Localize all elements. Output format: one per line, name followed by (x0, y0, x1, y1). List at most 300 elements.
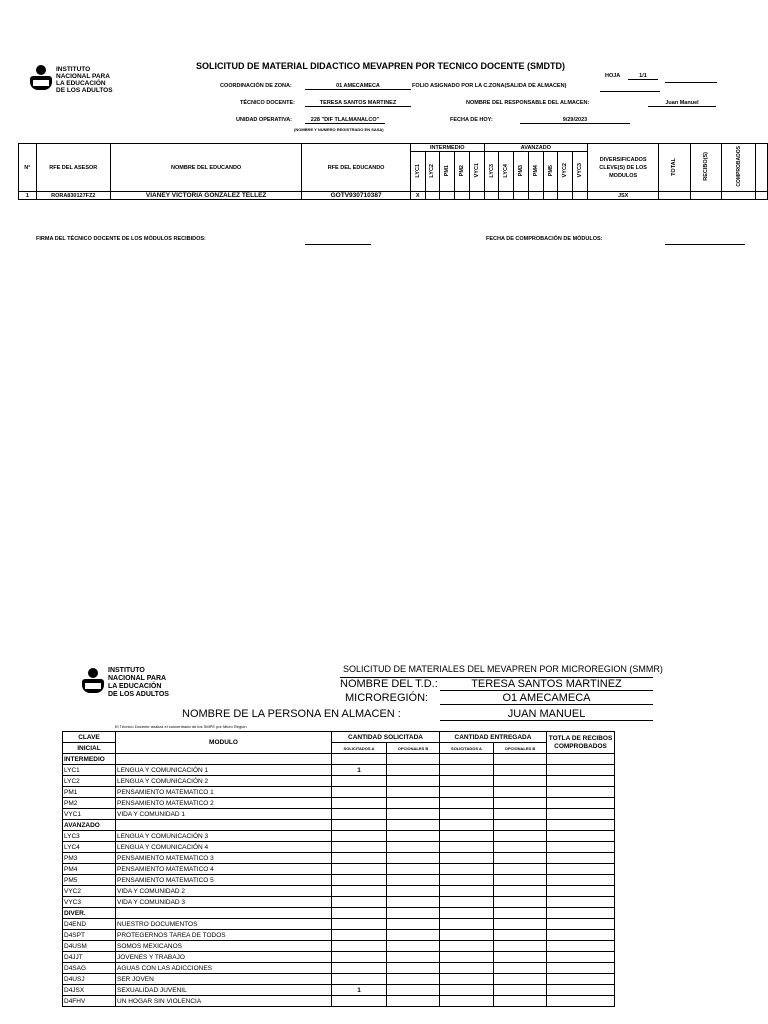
row-cell (547, 985, 615, 996)
almacen-label: NOMBRE DE LA PERSONA EN ALMACEN : (182, 708, 401, 720)
row-clave: D4USJ (63, 974, 116, 985)
header-rfe-educando: RFE DEL EDUCANDO (302, 144, 410, 192)
logo-line: INSTITUTO (56, 66, 91, 73)
row-cell (494, 842, 547, 853)
col-label: LYC3 (488, 163, 495, 178)
header-total: TOTAL (671, 157, 678, 176)
row-solicitados (332, 875, 387, 886)
row-cell (387, 886, 440, 897)
row-solicitados (332, 963, 387, 974)
row-modulo: LENGUA Y COMUNICACIÓN 2 (116, 776, 332, 787)
row-cell (690, 192, 721, 200)
row-cell (528, 192, 543, 200)
row-cell (547, 765, 615, 776)
row-cell (440, 842, 494, 853)
header-entregada: CANTIDAD ENTREGADA (440, 732, 547, 743)
row-cell (387, 974, 440, 985)
table-row (63, 941, 647, 952)
row-clave: D4SPT (63, 930, 116, 941)
row-cell (387, 853, 440, 864)
row-solicitados (332, 974, 387, 985)
col-label: PM4 (532, 164, 539, 177)
row-cell (387, 941, 440, 952)
table-row (63, 842, 647, 853)
row-cell (573, 192, 588, 200)
table-row (63, 853, 647, 864)
row-cell (469, 192, 484, 200)
col-label: VYC2 (562, 163, 569, 178)
row-num: 1 (19, 192, 37, 200)
fecha-label: FECHA DE HOY: (450, 117, 493, 123)
table-row (63, 974, 647, 985)
row-cell (494, 886, 547, 897)
row-modulo: LENGUA Y COMUNICACIÓN 1 (116, 765, 332, 776)
row-cell (558, 192, 573, 200)
row-cell (547, 809, 615, 820)
row-solicitados: 1 (332, 765, 387, 776)
col-label: PM5 (547, 164, 554, 177)
unidad-label: UNIDAD OPERATIVA: (236, 117, 293, 123)
logo-line: INSTITUTO (108, 667, 145, 674)
row-cell (547, 952, 615, 963)
table-row (63, 985, 647, 996)
row-clave: LYC3 (63, 831, 116, 842)
row-modulo: AGUAS CON LAS ADICCIONES (116, 963, 332, 974)
row-cell (494, 875, 547, 886)
inea-emblem-icon (82, 668, 104, 698)
table-row (63, 919, 647, 930)
folio-label: FOLIO ASIGNADO POR LA C.ZONA(SALIDA DE ALMACEN) (412, 83, 567, 89)
row-modulo: PENSAMIENTO MATEMATICO 1 (116, 787, 332, 798)
row-cell (659, 192, 690, 200)
section-cell (547, 908, 615, 919)
row-solicitados (332, 787, 387, 798)
row-clave: VYC1 (63, 809, 116, 820)
header-sol-a-2: SOLICITADOS A (440, 743, 494, 754)
header-modulo: MODULO (116, 732, 332, 754)
row-cell (494, 963, 547, 974)
row-cell (494, 985, 547, 996)
row-cell (425, 192, 440, 200)
col-lyc2 (425, 152, 440, 192)
row-solicitados (332, 809, 387, 820)
row-cell (440, 952, 494, 963)
col-pm1 (440, 152, 455, 192)
row-cell (387, 897, 440, 908)
section-row (63, 908, 647, 919)
header-total-cell (659, 144, 690, 192)
row-cell (387, 996, 440, 1007)
row-cell (440, 985, 494, 996)
header-recibos-cell (690, 144, 721, 192)
row-cell (387, 963, 440, 974)
row-cell (494, 952, 547, 963)
table-row (19, 192, 768, 200)
row-cell (494, 930, 547, 941)
unidad-note: (NOMBRE Y NUMERO REGISTRADO EN SASA) (294, 127, 384, 132)
row-modulo: UN HOGAR SIN VIOLENCIA (116, 996, 332, 1007)
row-clave: PM3 (63, 853, 116, 864)
row-modulo: VIDA Y COMUNIDAD 2 (116, 886, 332, 897)
col-label: PM3 (518, 164, 525, 177)
row-cell (440, 930, 494, 941)
row-solicitados: 1 (332, 985, 387, 996)
col-vyc1 (469, 152, 484, 192)
table-row (63, 886, 647, 897)
header-empty (756, 144, 768, 192)
micro-value: O1 AMECAMECA (440, 692, 653, 705)
row-clave: VYC3 (63, 897, 116, 908)
row-cell (494, 974, 547, 985)
hoja-label: HOJA (605, 73, 621, 79)
row-cell (387, 831, 440, 842)
row-solicitados (332, 776, 387, 787)
row-clave: LYC4 (63, 842, 116, 853)
row-cell (494, 864, 547, 875)
row-cell (387, 919, 440, 930)
row-cell (387, 985, 440, 996)
row-cell (440, 192, 455, 200)
section-name: AVANZADO (63, 820, 116, 831)
row-cell (721, 192, 755, 200)
tecnico-label: TÉCNICO DOCENTE: (240, 100, 295, 106)
col-label: VYC3 (577, 163, 584, 178)
row-cell (440, 875, 494, 886)
section-cell (332, 754, 387, 765)
col-label: LYC4 (503, 163, 510, 178)
students-table (18, 143, 768, 200)
section-cell (116, 820, 332, 831)
row-clave: PM1 (63, 787, 116, 798)
row-modulo: PENSAMIENTO MATEMATICO 5 (116, 875, 332, 886)
table-row (63, 765, 647, 776)
row-cell (494, 798, 547, 809)
micro-label: MICROREGIÓN: (345, 692, 429, 704)
header-inicial: INICIAL (63, 743, 116, 754)
row-rfe-asesor: RORA830127FZ2 (36, 192, 110, 200)
row-cell (494, 831, 547, 842)
row-modulo: SOMOS MEXICANOS (116, 941, 332, 952)
logo-line: DE LOS ADULTOS (108, 691, 169, 698)
col-label: PM1 (444, 164, 451, 177)
inea-logo (30, 65, 113, 95)
modules-table (62, 731, 647, 1007)
row-cell (440, 853, 494, 864)
section-cell (332, 908, 387, 919)
row-solicitados (332, 919, 387, 930)
fecha-comp-label: FECHA DE COMPROBACIÓN DE MÓDULOS: (486, 236, 603, 242)
row-cell (547, 787, 615, 798)
row-cell (440, 765, 494, 776)
header-num: N° (19, 144, 37, 192)
col-lyc3 (484, 152, 499, 192)
row-modulo: VIDA Y COMUNIDAD 1 (116, 809, 332, 820)
section-cell (494, 820, 547, 831)
row-cell (494, 776, 547, 787)
header-total-recibos: TOTLA DE RECIBOS COMPROBADOS (547, 732, 615, 754)
section-name: INTERMEDIO (63, 754, 116, 765)
row-cell (494, 809, 547, 820)
section-cell (332, 820, 387, 831)
row-cell (547, 996, 615, 1007)
inea-logo-2 (82, 667, 169, 699)
firma-line (305, 244, 371, 245)
row-modulo: SEXUALIDAD JUVENIL (116, 985, 332, 996)
row-cell (499, 192, 514, 200)
almacen-value: JUAN MANUEL (440, 708, 653, 721)
header-comprobados-cell (721, 144, 755, 192)
row-modulo: PENSAMIENTO MATEMATICO 4 (116, 864, 332, 875)
row-rfe-educando: GOTV930710387 (302, 192, 410, 200)
row-cell (543, 192, 558, 200)
row-cell (494, 941, 547, 952)
row-modulo: LENGUA Y COMUNICACIÓN 3 (116, 831, 332, 842)
row-modulo: LENGUA Y COMUNICACIÓN 4 (116, 842, 332, 853)
row-cell (547, 919, 615, 930)
row-cell (494, 853, 547, 864)
sheet2-note: El Técnico Docente analizá el concentrado de los SMPE por Micro Region (115, 724, 247, 729)
row-solicitados (332, 952, 387, 963)
col-pm5 (543, 152, 558, 192)
section-cell (440, 908, 494, 919)
table-row (63, 952, 647, 963)
header-opc-b-2: OPCIONALES B (494, 743, 547, 754)
row-clave: D4SAG (63, 963, 116, 974)
responsable-value: Juan Manuel (648, 100, 716, 107)
table-row (63, 787, 647, 798)
header-sol-a: SOLICITADOS A (332, 743, 387, 754)
row-div: JSX (587, 192, 658, 200)
row-solicitados (332, 996, 387, 1007)
coord-value: 01 AMECAMECA (305, 83, 411, 90)
row-cell (387, 952, 440, 963)
col-lyc4 (499, 152, 514, 192)
row-clave: PM4 (63, 864, 116, 875)
row-cell (514, 192, 529, 200)
row-solicitados (332, 853, 387, 864)
row-cell (440, 809, 494, 820)
table-row (63, 897, 647, 908)
row-cell (547, 842, 615, 853)
row-cell (387, 930, 440, 941)
row-cell (547, 963, 615, 974)
row-modulo: VIDA Y COMUNIDAD 3 (116, 897, 332, 908)
row-cell (494, 765, 547, 776)
header-comprobados: COMPROBADOS (735, 146, 742, 187)
section-cell (387, 754, 440, 765)
row-modulo: PENSAMIENTO MATEMATICO 3 (116, 853, 332, 864)
row-cell (440, 963, 494, 974)
col-pm3 (514, 152, 529, 192)
row-solicitados (332, 798, 387, 809)
row-cell (484, 192, 499, 200)
folio-line (600, 91, 660, 92)
row-cell (440, 864, 494, 875)
logo-line: NACIONAL PARA (56, 73, 110, 80)
logo-text (56, 66, 113, 94)
row-clave: LYC1 (63, 765, 116, 776)
spacer (615, 732, 647, 754)
hoja-value: 1/1 (628, 73, 658, 80)
table-row (63, 776, 647, 787)
row-cell (440, 974, 494, 985)
row-cell (387, 765, 440, 776)
table-row (63, 875, 647, 886)
row-solicitados (332, 864, 387, 875)
firma-label: FIRMA DEL TÉCNICO DOCENTE DE LOS MÓDULOS RECIBIDOS: (36, 236, 206, 242)
row-cell (387, 875, 440, 886)
row-solicitados (332, 930, 387, 941)
row-cell (440, 996, 494, 1007)
col-label: PM2 (458, 164, 465, 177)
row-cell (547, 798, 615, 809)
inea-emblem-icon (30, 65, 52, 95)
row-cell (440, 886, 494, 897)
unidad-value: 228 "DIF TLALMANALCO" (305, 117, 385, 124)
header-recibos: RECIBO(S) (702, 152, 709, 181)
row-cell (494, 996, 547, 1007)
row-cell (440, 919, 494, 930)
row-clave: D4JSX (63, 985, 116, 996)
table-row (63, 809, 647, 820)
row-clave: D4JJT (63, 952, 116, 963)
table-row (63, 798, 647, 809)
section-cell (547, 820, 615, 831)
row-solicitados (332, 842, 387, 853)
row-cell (440, 787, 494, 798)
row-cell (547, 897, 615, 908)
modules-body (63, 754, 647, 1007)
fecha-value: 9/29/2023 (520, 117, 630, 124)
coord-label: COORDINACIÓN DE ZONA: (220, 83, 292, 89)
row-cell (387, 787, 440, 798)
section-cell (494, 754, 547, 765)
col-vyc2 (558, 152, 573, 192)
header-diversificados: DIVERSIFICADOS CLEVE(S) DE LOS MODULOS (587, 144, 658, 192)
row-cell (547, 853, 615, 864)
row-modulo: SER JOVEN (116, 974, 332, 985)
section-row (63, 754, 647, 765)
responsable-label: NOMBRE DEL RESPONSABLE DEL ALMACEN: (466, 100, 590, 106)
row-cell (387, 798, 440, 809)
form-title-2: SOLICITUD DE MATERIALES DEL MEVAPREN POR MICROREGION (SMMR) (343, 664, 663, 674)
row-modulo: PROTEGERNOS TAREA DE TODOS (116, 930, 332, 941)
row-modulo: PENSAMIENTO MATEMATICO 2 (116, 798, 332, 809)
row-solicitados (332, 886, 387, 897)
row-lyc1: X (410, 192, 425, 200)
col-vyc3 (573, 152, 588, 192)
table-row (63, 963, 647, 974)
section-cell (494, 908, 547, 919)
logo-line: DE LOS ADULTOS (56, 87, 113, 94)
col-label: LYC2 (429, 163, 436, 178)
row-cell (440, 776, 494, 787)
row-cell (756, 192, 768, 200)
row-cell (387, 776, 440, 787)
tecnico-value: TERESA SANTOS MARTINEZ (305, 100, 411, 107)
section-cell (116, 754, 332, 765)
table-row (63, 864, 647, 875)
section-cell (440, 754, 494, 765)
row-clave: PM2 (63, 798, 116, 809)
td-value: TERESA SANTOS MARTINEZ (440, 678, 653, 691)
logo-line: NACIONAL PARA (108, 675, 167, 682)
col-lyc1 (410, 152, 425, 192)
row-clave: PM5 (63, 875, 116, 886)
section-name: DIVER. (63, 908, 116, 919)
row-cell (387, 864, 440, 875)
logo-line: LA EDUCACIÓN (108, 683, 162, 690)
row-nombre: VIANEY VICTORIA GONZALEZ TELLEZ (110, 192, 302, 200)
row-clave: VYC2 (63, 886, 116, 897)
row-cell (440, 831, 494, 842)
row-solicitados (332, 831, 387, 842)
table-row (63, 930, 647, 941)
section-row (63, 820, 647, 831)
row-cell (547, 875, 615, 886)
section-cell (116, 908, 332, 919)
row-clave: D4FHV (63, 996, 116, 1007)
row-cell (494, 787, 547, 798)
section-cell (387, 908, 440, 919)
header-opc-b: OPCIONALES B (387, 743, 440, 754)
header-intermedio: INTERMEDIO (410, 144, 484, 152)
logo-line: LA EDUCACIÓN (56, 80, 106, 87)
header-solicitada: CANTIDAD SOLICITADA (332, 732, 440, 743)
row-solicitados (332, 897, 387, 908)
row-cell (440, 798, 494, 809)
row-cell (547, 831, 615, 842)
row-modulo: NUESTRO DOCUMENTOS (116, 919, 332, 930)
section-cell (547, 754, 615, 765)
row-cell (387, 842, 440, 853)
row-cell (440, 941, 494, 952)
row-clave: D4USM (63, 941, 116, 952)
row-cell (547, 776, 615, 787)
td-label: NOMBRE DEL T.D.: (340, 678, 438, 690)
col-pm2 (455, 152, 470, 192)
row-clave: D4END (63, 919, 116, 930)
row-cell (494, 919, 547, 930)
form-title: SOLICITUD DE MATERIAL DIDACTICO MEVAPREN POR TECNICO DOCENTE (SMDTD) (196, 61, 565, 71)
logo-text (108, 667, 169, 699)
row-cell (387, 809, 440, 820)
row-solicitados (332, 941, 387, 952)
col-label: LYC1 (414, 163, 421, 178)
section-cell (387, 820, 440, 831)
row-cell (494, 897, 547, 908)
table-row (63, 831, 647, 842)
row-cell (547, 886, 615, 897)
row-cell (455, 192, 470, 200)
section-cell (440, 820, 494, 831)
header-avanzado: AVANZADO (484, 144, 587, 152)
header-nombre: NOMBRE DEL EDUCANDO (110, 144, 302, 192)
row-cell (547, 941, 615, 952)
header-rfe-asesor: RFE DEL ASESOR (36, 144, 110, 192)
row-cell (440, 897, 494, 908)
col-pm4 (528, 152, 543, 192)
row-clave: LYC2 (63, 776, 116, 787)
fecha-comp-line (665, 244, 745, 245)
row-cell (547, 930, 615, 941)
hoja-blank-line (665, 82, 717, 83)
col-label: VYC1 (473, 163, 480, 178)
table-row (63, 996, 647, 1007)
row-cell (547, 864, 615, 875)
row-cell (547, 974, 615, 985)
header-clave: CLAVE (63, 732, 116, 743)
